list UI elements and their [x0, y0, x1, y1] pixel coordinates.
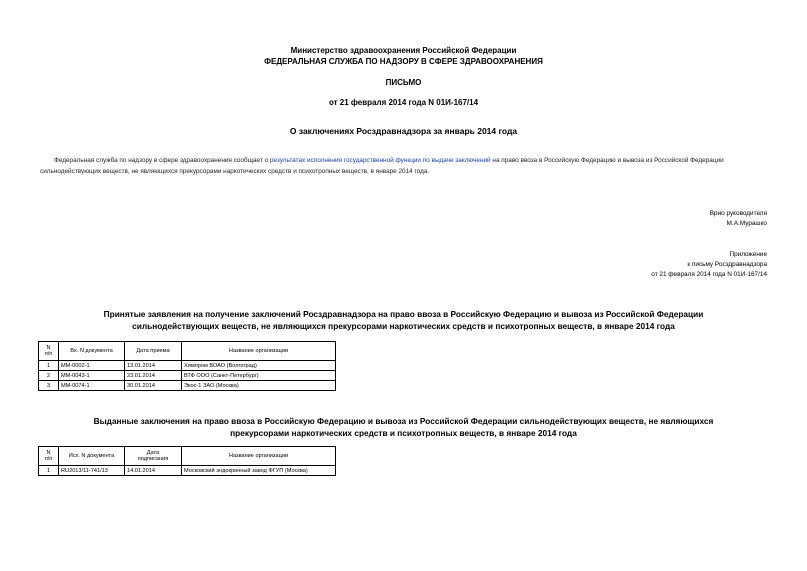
service-name: ФЕДЕРАЛЬНАЯ СЛУЖБА ПО НАДЗОРУ В СФЕРЕ ЗДРАВООХРАНЕНИЯ — [264, 57, 543, 66]
document-number: ММ-0002-1 — [59, 361, 125, 371]
row-number: 1 — [39, 361, 59, 371]
document-number: ММ-0074-1 — [59, 381, 125, 391]
applications-table — [38, 341, 336, 391]
column-header: Исх. N документа — [59, 447, 125, 466]
table-row — [39, 466, 336, 476]
document-number: ММ-0043-1 — [59, 371, 125, 381]
body-text-start: Федеральная служба по надзору в сфере здравоохранения сообщает о — [54, 157, 270, 164]
receipt-date: 13.01.2014 — [125, 361, 182, 371]
receipt-date: 23.01.2014 — [125, 371, 182, 381]
receipt-date: 30.01.2014 — [125, 381, 182, 391]
column-header: N п/п — [39, 447, 59, 466]
signature-name: М.А.Мурашко — [726, 220, 767, 227]
column-header: Вх. N документа — [59, 342, 125, 361]
table-row — [39, 361, 336, 371]
document-date: от 21 февраля 2014 года N 01И-167/14 — [328, 98, 479, 107]
section2-title-line2: прекурсорами наркотических средств и психотропных веществ, в январе 2014 года — [230, 428, 577, 438]
table-row — [39, 371, 336, 381]
column-header: Название организации — [182, 342, 336, 361]
table-row — [39, 381, 336, 391]
column-header: Дата подписания — [125, 447, 182, 466]
signature-position: Врио руководителя — [709, 210, 767, 217]
section1-title-line2: сильнодействующих веществ, не являющихся прекурсорами наркотических средств и психотропных веществ, в январе 2014 года — [132, 321, 675, 331]
body-paragraph — [40, 156, 780, 177]
conclusions-table — [38, 446, 336, 476]
appendix-label: Приложение — [729, 251, 767, 258]
section2-title-line1: Выданные заключения на право ввоза в Российскую Федерацию и вывоза из Российской Федерации сильнодействующих веществ, не являющихся — [93, 416, 714, 426]
row-number: 1 — [39, 466, 59, 476]
organization-name: Экос-1 ЗАО (Москва) — [182, 381, 336, 391]
row-number: 3 — [39, 381, 59, 391]
signing-date: 14.01.2014 — [125, 466, 182, 476]
row-number: 2 — [39, 371, 59, 381]
organization-name: Московский эндокринный завод ФГУП (Москва) — [182, 466, 336, 476]
column-header: N п/п — [39, 342, 59, 361]
body-text-end: на право ввоза в Российскую Федерацию и вывоза из Российской Федерации сильнодействующих веществ, не являющихся прекурсорами наркотических средств и психотропных веществ, в январе 2014 года. — [40, 157, 724, 175]
column-header: Дата приема — [125, 342, 182, 361]
ministry-name: Министерство здравоохранения Российской Федерации — [290, 46, 517, 55]
document-type: ПИСЬМО — [385, 78, 422, 87]
results-link[interactable]: результатах исполнения государственной функции по выдаче заключений — [269, 157, 491, 164]
appendix-to-letter: к письму Росздравнадзора — [687, 261, 767, 268]
document-subject: О заключениях Росздравнадзора за январь 2014 года — [289, 126, 518, 136]
column-header: Название организации — [182, 447, 336, 466]
organization-name: Химпром ВОАО (Волгоград) — [182, 361, 336, 371]
appendix-reference: от 21 февраля 2014 года N 01И-167/14 — [651, 271, 767, 278]
section1-title-line1: Принятые заявления на получение заключений Росздравнадзора на право ввоза в Российскую Федерацию и вывоза из Российской Федерации — [103, 309, 704, 319]
organization-name: ВТФ ООО (Санкт-Петербург) — [182, 371, 336, 381]
document-number: RU2013/11-741/13 — [59, 466, 125, 476]
